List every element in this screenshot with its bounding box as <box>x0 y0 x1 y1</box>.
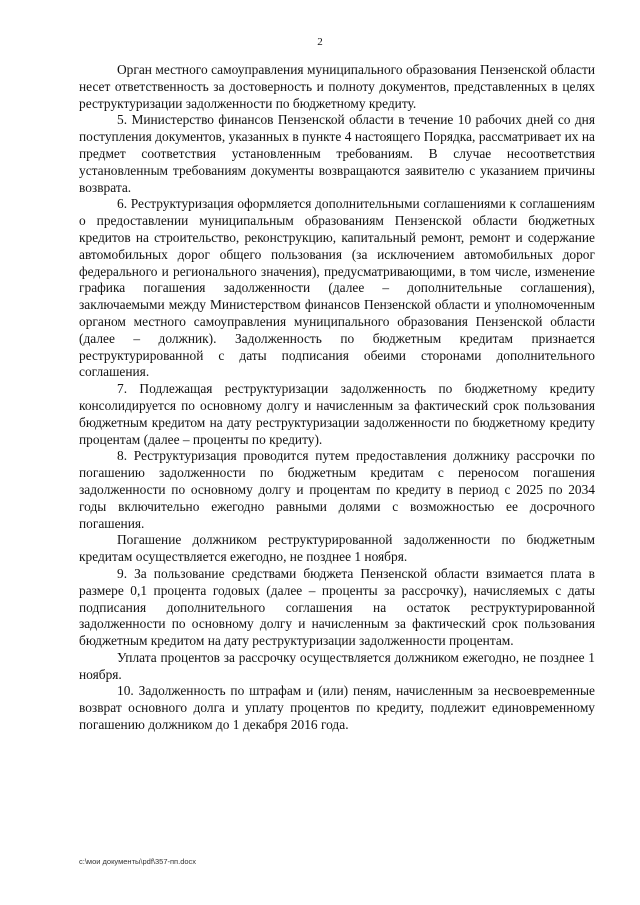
paragraph-7: 7. Подлежащая реструктуризации задолженность по бюджетному кредиту консолидируется по основному долгу и начисленным за фактический срок пользования бюджетным кредитом на дату реструктуризации задолженности по бюджетному кредиту процентам (далее – проценты по кредиту). <box>79 381 595 447</box>
paragraph-8-repayment: Погашение должником реструктурированной задолженности по бюджетным кредитам осуществляется ежегодно, не позднее 1 ноября. <box>79 532 595 565</box>
document-body <box>79 62 595 734</box>
paragraph-10: 10. Задолженность по штрафам и (или) пеням, начисленным за несвоевременные возврат основного долга и уплату процентов по кредиту, подлежит единовременному погашению должником до 1 декабря 2016 года. <box>79 683 595 733</box>
paragraph-5: 5. Министерство финансов Пензенской области в течение 10 рабочих дней со дня поступления документов, указанных в пункте 4 настоящего Порядка, рассматривает их на предмет соответствия установленным требованиям. В случае несоответствия установленным требованиям документы возвращаются заявителю с указанием причины возврата. <box>79 112 595 195</box>
paragraph-responsibility: Орган местного самоуправления муниципального образования Пензенской области несет ответственность за достоверность и полноту документов, представленных в целях реструктуризации задолженности по бюджетному кредиту. <box>79 62 595 111</box>
paragraph-8: 8. Реструктуризация проводится путем предоставления должнику рассрочки по погашению задолженности по бюджетным кредитам с переносом погашения задолженности по основному долгу и процентам по кредиту в период с 2025 по 2034 годы включительно ежегодно равными долями с возможностью ее досрочного погашения. <box>79 448 595 531</box>
file-path-footer: c:\мои документы\pdf\357-пп.docx <box>79 857 197 866</box>
paragraph-6: 6. Реструктуризация оформляется дополнительными соглашениями к соглашениям о предоставлении муниципальным образованиям Пензенской области бюджетных кредитов на строительство, реконструкцию, капитальный ремонт, ремонт и содержание автомобильных дорог общего пользования (за исключением автомобильных дорог федерального и регионального значения), предусматривающими, в том числе, изменение графика погашения задолженности (далее – дополнительные соглашения), заключаемыми между Министерством финансов Пензенской области и уполномоченным органом местного самоуправления муниципального образования Пензенской области (далее – должник). Задолженность по бюджетным кредитам признается реструктурированной с даты подписания обеими сторонами дополнительного соглашения. <box>79 196 595 380</box>
paragraph-9: 9. За пользование средствами бюджета Пензенской области взимается плата в размере 0,1 процента годовых (далее – проценты за рассрочку), начисляемых с даты подписания дополнительного соглашения на остаток реструктурированной задолженности по основному долгу и начисленным за фактический срок пользования бюджетным кредитом на дату реструктуризации задолженности процентам. <box>79 565 595 649</box>
paragraph-9-payment: Уплата процентов за рассрочку осуществляется должником ежегодно, не позднее 1 ноября. <box>79 649 595 682</box>
page-number: 2 <box>317 36 323 48</box>
